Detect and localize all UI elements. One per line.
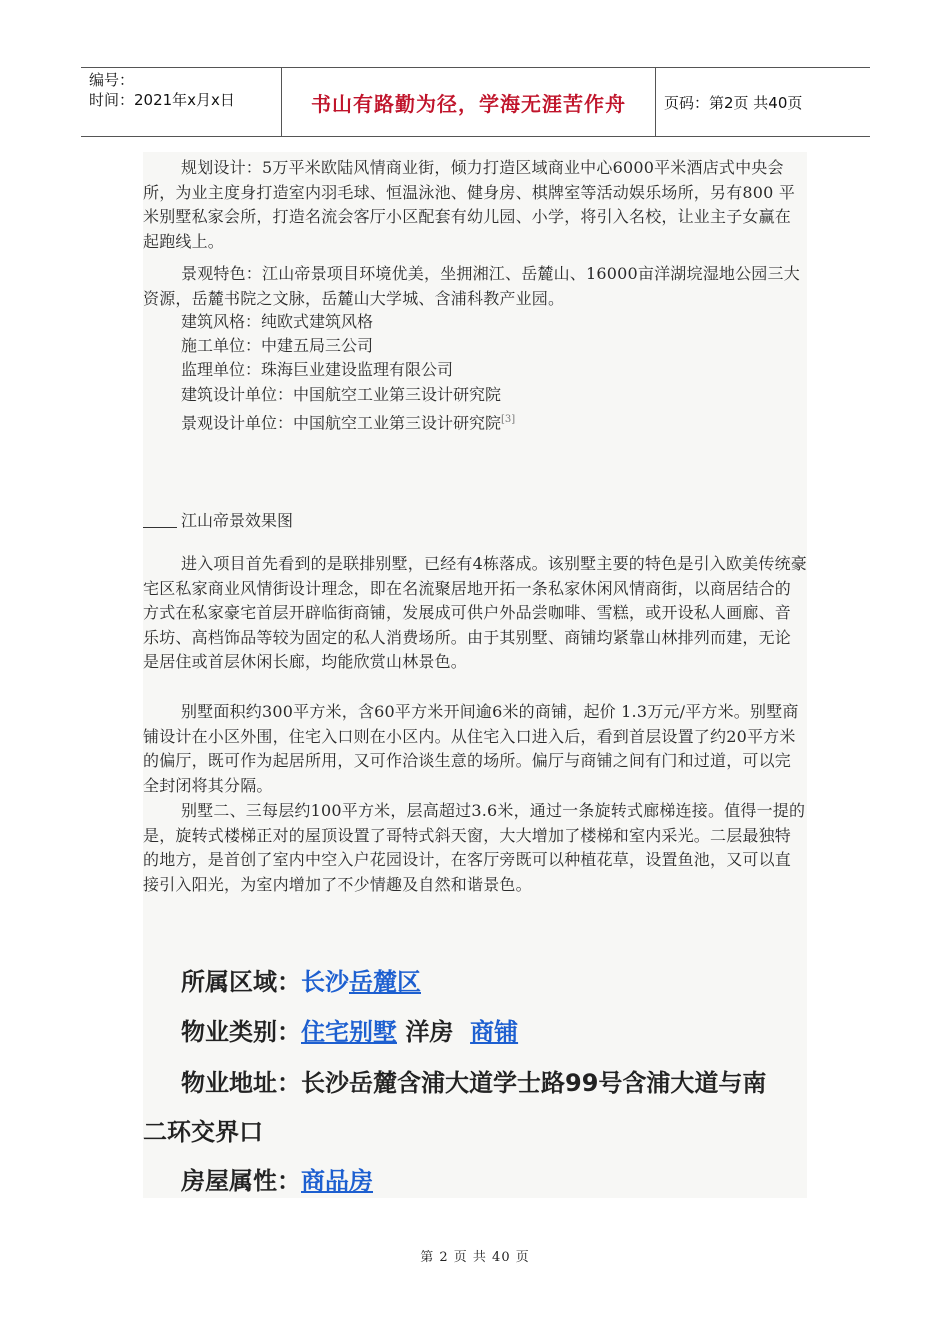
planning-paragraph: 规划设计：5万平米欧陆风情商业街，倾力打造区域商业中心6000平米酒店式中央会所，为业主度身打造室内羽毛球、恒温泳池、健身房、棋牌室等活动娱乐场所，另有800 平米别墅私家会所，打造名流会客厅小区配套有幼儿园、小学，将引入名校，让业主子女赢在起跑线上。 xyxy=(143,158,796,251)
doc-date: 时间：2021年x月x日 xyxy=(89,91,235,109)
type-row xyxy=(181,1012,518,1047)
page-footer: 第 2 页 共 40 页 xyxy=(420,1250,530,1265)
header-page-info: 页码：第2页 共40页 xyxy=(664,93,803,112)
arch-design-line: 建筑设计单位：中国航空工业第三设计研究院 xyxy=(181,385,502,404)
villa-area-paragraph: 别墅面积约300平方米，含60平方米开间逾6米的商铺，起价 1.3万元/平方米。别墅商铺设计在小区外围，住宅入口则在小区内。从住宅入口进入后，看到首层设置了约20平方米的偏厅，既可作为起居所用，又可作洽谈生意的场所。偏厅与商铺之间有门和过道，可以完全封闭将其分隔。 xyxy=(143,702,799,795)
doc-number-label: 编号： xyxy=(89,71,135,89)
region-label: 所属区域： xyxy=(181,968,301,996)
attr-value-link[interactable]: 商品房 xyxy=(301,1167,373,1195)
caption-underline xyxy=(143,513,177,528)
image-caption xyxy=(143,508,293,531)
region-district-link[interactable]: 岳麓区 xyxy=(349,968,421,996)
landscape-paragraph: 景观特色：江山帝景项目环境优美，坐拥湘江、岳麓山、16000亩洋湖垸湿地公园三大资源，岳麓书院之文脉，岳麓山大学城、含浦科教产业园。 xyxy=(143,264,800,308)
header-meta xyxy=(81,68,281,136)
header-motto: 书山有路勤为径，学海无涯苦作舟 xyxy=(281,68,656,136)
attr-label: 房屋属性： xyxy=(181,1167,301,1195)
region-city-link[interactable]: 长沙 xyxy=(301,968,349,996)
supervisor-line: 监理单位：珠海巨业建设监理有限公司 xyxy=(181,360,454,379)
address-row xyxy=(181,1063,766,1098)
address-line-1: 长沙岳麓含浦大道学士路99号含浦大道与南 xyxy=(301,1069,767,1097)
address-label: 物业地址： xyxy=(181,1069,301,1097)
landscape-design-line xyxy=(181,408,515,435)
region-row xyxy=(181,962,421,997)
page-header xyxy=(81,67,870,137)
villa-floors-paragraph: 别墅二、三每层约100平方米，层高超过3.6米，通过一条旋转式廊梯连接。值得一提的是，旋转式楼梯正对的屋顶设置了哥特式斜天窗，大大增加了楼梯和室内采光。二层最独特的地方，是首创了室内中空入户花园设计，在客厅旁既可以种植花草，设置鱼池，又可以直接引入阳光，为室内增加了不少情趣及自然和谐景色。 xyxy=(143,801,806,894)
content-panel xyxy=(143,152,807,1198)
type-villa-link[interactable]: 住宅别墅 xyxy=(301,1018,397,1046)
type-house: 洋房 xyxy=(405,1018,454,1046)
builder-line: 施工单位：中建五局三公司 xyxy=(181,336,374,355)
attr-row xyxy=(181,1161,373,1196)
type-shop-link[interactable]: 商铺 xyxy=(470,1018,519,1046)
address-line-2: 二环交界口 xyxy=(143,1118,263,1146)
landscape-design-text: 景观设计单位：中国航空工业第三设计研究院 xyxy=(181,413,502,433)
intro-paragraph: 进入项目首先看到的是联排别墅，已经有4栋落成。该别墅主要的特色是引入欧美传统豪宅区私家商业风情街设计理念，即在名流聚居地开拓一条私家休闲风情商街，以商居结合的方式在私家豪宅首层开辟临街商铺，发展成可供户外品尝咖啡、雪糕，或开设私人画廊、音乐坊、高档饰品等较为固定的私人消费场所。由于其别墅、商铺均紧靠山林排列而建，无论是居住或首层休闲长廊，均能欣赏山林景色。 xyxy=(143,554,807,671)
caption-text: 江山帝景效果图 xyxy=(181,511,294,530)
type-label: 物业类别： xyxy=(181,1018,301,1046)
reference-mark[interactable]: [3] xyxy=(501,414,516,425)
style-line: 建筑风格：纯欧式建筑风格 xyxy=(181,312,374,331)
